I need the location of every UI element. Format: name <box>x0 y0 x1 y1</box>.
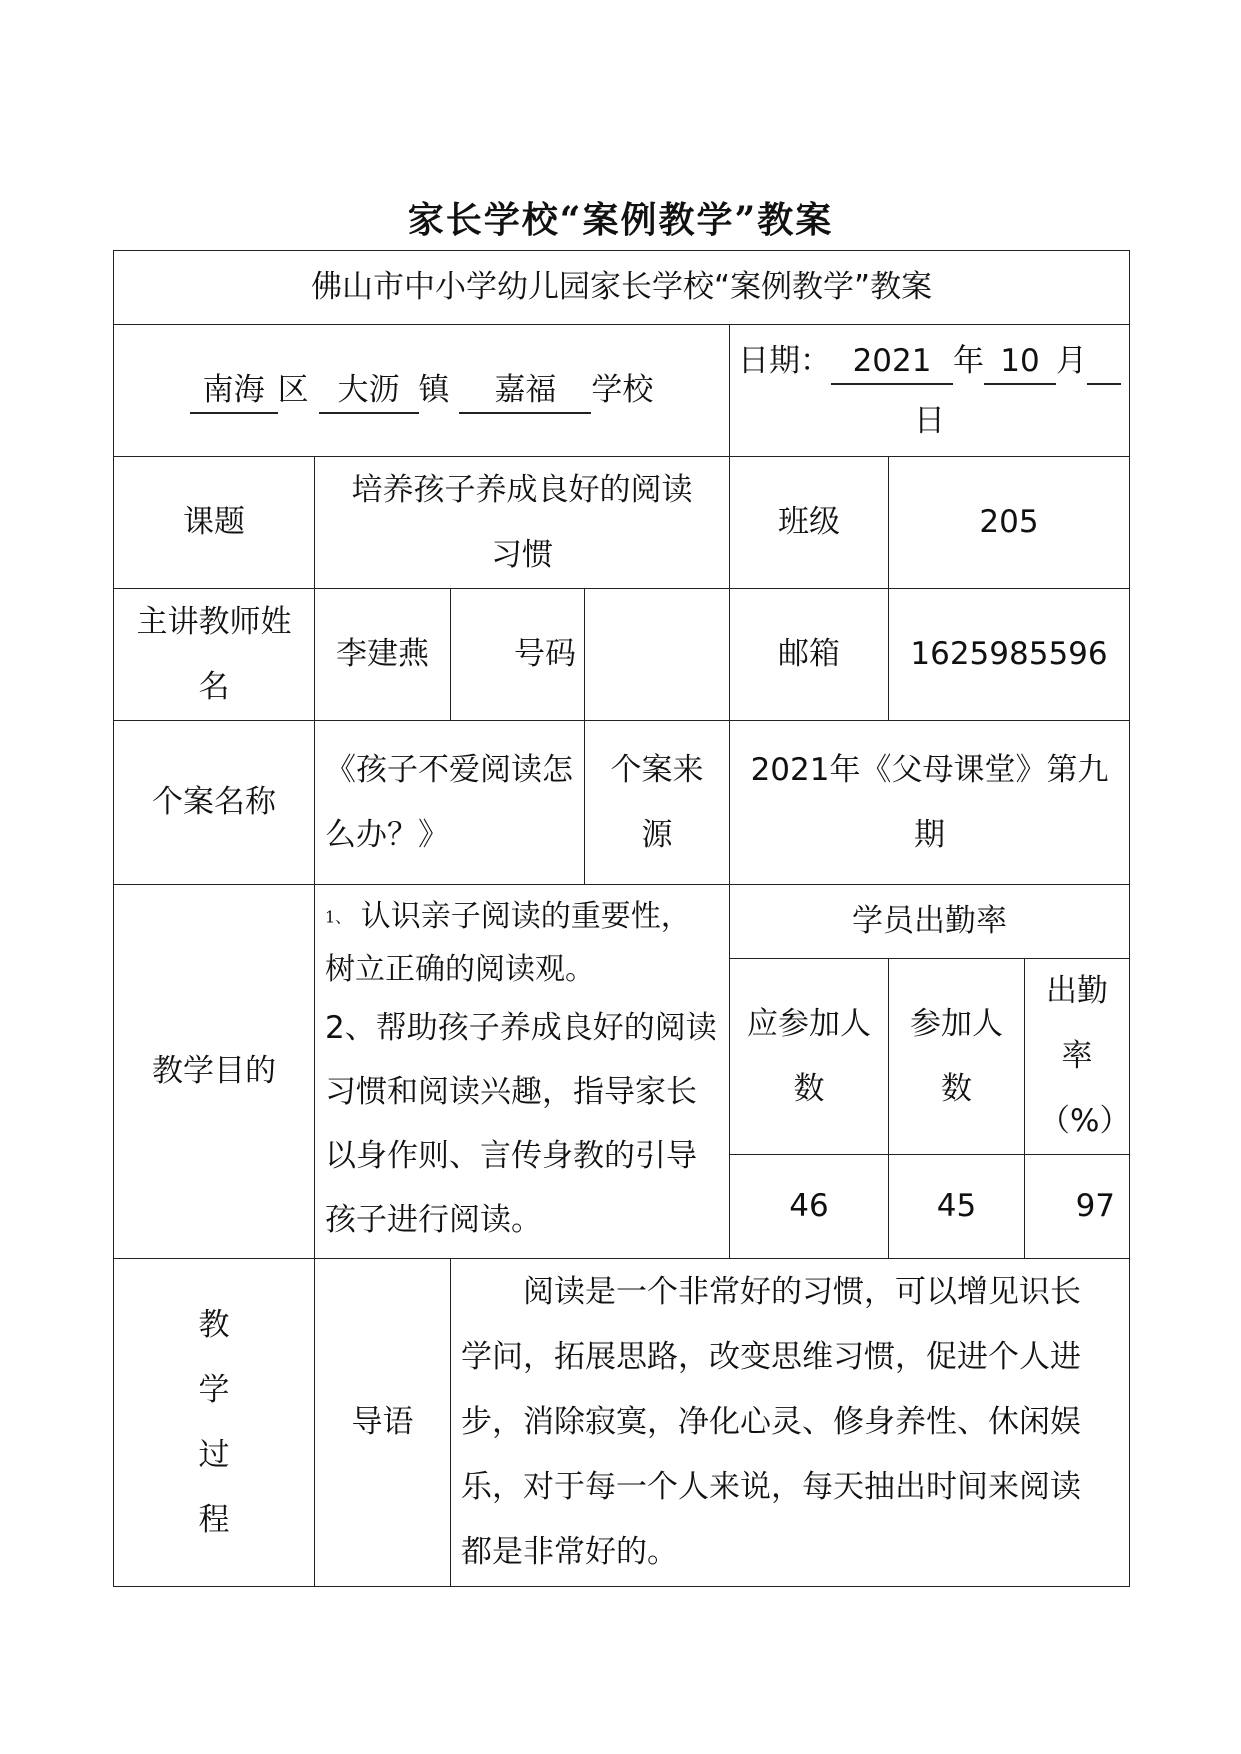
goal-item-1 <box>325 891 719 996</box>
document-title: 家长学校“案例教学”教案 <box>407 199 834 241</box>
date-day <box>1087 339 1121 385</box>
attendance-actual-value: 45 <box>889 1155 1025 1259</box>
goal-item-1-number: 1、 <box>325 907 352 927</box>
case-name: 《孩子不爱阅读怎么办？》 <box>315 721 585 885</box>
phone-label: 号码 <box>451 589 585 721</box>
table-header: 佛山市中小学幼儿园家长学校“案例教学”教案 <box>114 251 1130 325</box>
town-suffix: 镇 <box>418 372 450 408</box>
teacher-label: 主讲教师姓名 <box>114 589 315 721</box>
date-month-suffix: 月 <box>1056 342 1088 379</box>
topic-value: 培养孩子养成良好的阅读习惯 <box>315 457 730 589</box>
attendance-rate-header: 出勤率（%） <box>1025 959 1130 1155</box>
date-label: 日期： <box>738 342 832 379</box>
case-label: 个案名称 <box>114 721 315 885</box>
date-day-suffix: 日 <box>914 402 946 439</box>
process-char-3: 过 <box>198 1436 230 1473</box>
case-source-value: 2021年《父母课堂》第九期 <box>730 721 1130 885</box>
class-label: 班级 <box>730 457 889 589</box>
school-field: 嘉福 <box>459 368 591 414</box>
school-line <box>114 325 730 457</box>
lesson-plan-table <box>113 250 1130 1587</box>
intro-text: 阅读是一个非常好的习惯，可以增见识长学问，拓展思路，改变思维习惯，促进个人进步，消除寂寞，净化心灵、修身养性、休闲娱乐，对于每一个人来说，每天抽出时间来阅读都是非常好的。 <box>451 1259 1130 1587</box>
phone-value <box>585 589 730 721</box>
goal-item-2: 2、帮助孩子养成良好的阅读习惯和阅读兴趣，指导家长以身作则、言传身教的引导孩子进行阅读。 <box>325 1009 717 1238</box>
email-label: 邮箱 <box>730 589 889 721</box>
process-char-2: 学 <box>198 1371 230 1408</box>
class-value: 205 <box>889 457 1130 589</box>
teacher-name: 李建燕 <box>315 589 451 721</box>
process-label <box>114 1259 315 1587</box>
district-suffix: 区 <box>277 372 309 408</box>
topic-label: 课题 <box>114 457 315 589</box>
process-char-1: 教 <box>198 1306 230 1343</box>
date-cell <box>730 325 1130 457</box>
goal-content <box>315 885 730 1259</box>
attendance-expected-value: 46 <box>730 1155 889 1259</box>
date-year-suffix: 年 <box>953 342 985 379</box>
intro-label: 导语 <box>315 1259 451 1587</box>
attendance-actual-header: 参加人数 <box>889 959 1025 1155</box>
goal-item-1-text: 认识亲子阅读的重要性，树立正确的阅读观。 <box>325 899 691 987</box>
school-suffix: 学校 <box>591 372 654 408</box>
attendance-rate-value: 97 <box>1025 1155 1130 1259</box>
date-year: 2021 <box>831 339 953 385</box>
case-source-label: 个案来源 <box>585 721 730 885</box>
attendance-title: 学员出勤率 <box>730 885 1130 959</box>
process-char-4: 程 <box>198 1501 230 1538</box>
district-field: 南海 <box>190 368 278 414</box>
goal-label: 教学目的 <box>114 885 315 1259</box>
attendance-expected-header: 应参加人数 <box>730 959 889 1155</box>
date-month: 10 <box>984 339 1056 385</box>
town-field: 大沥 <box>319 368 419 414</box>
email-value: 1625985596 <box>889 589 1130 721</box>
